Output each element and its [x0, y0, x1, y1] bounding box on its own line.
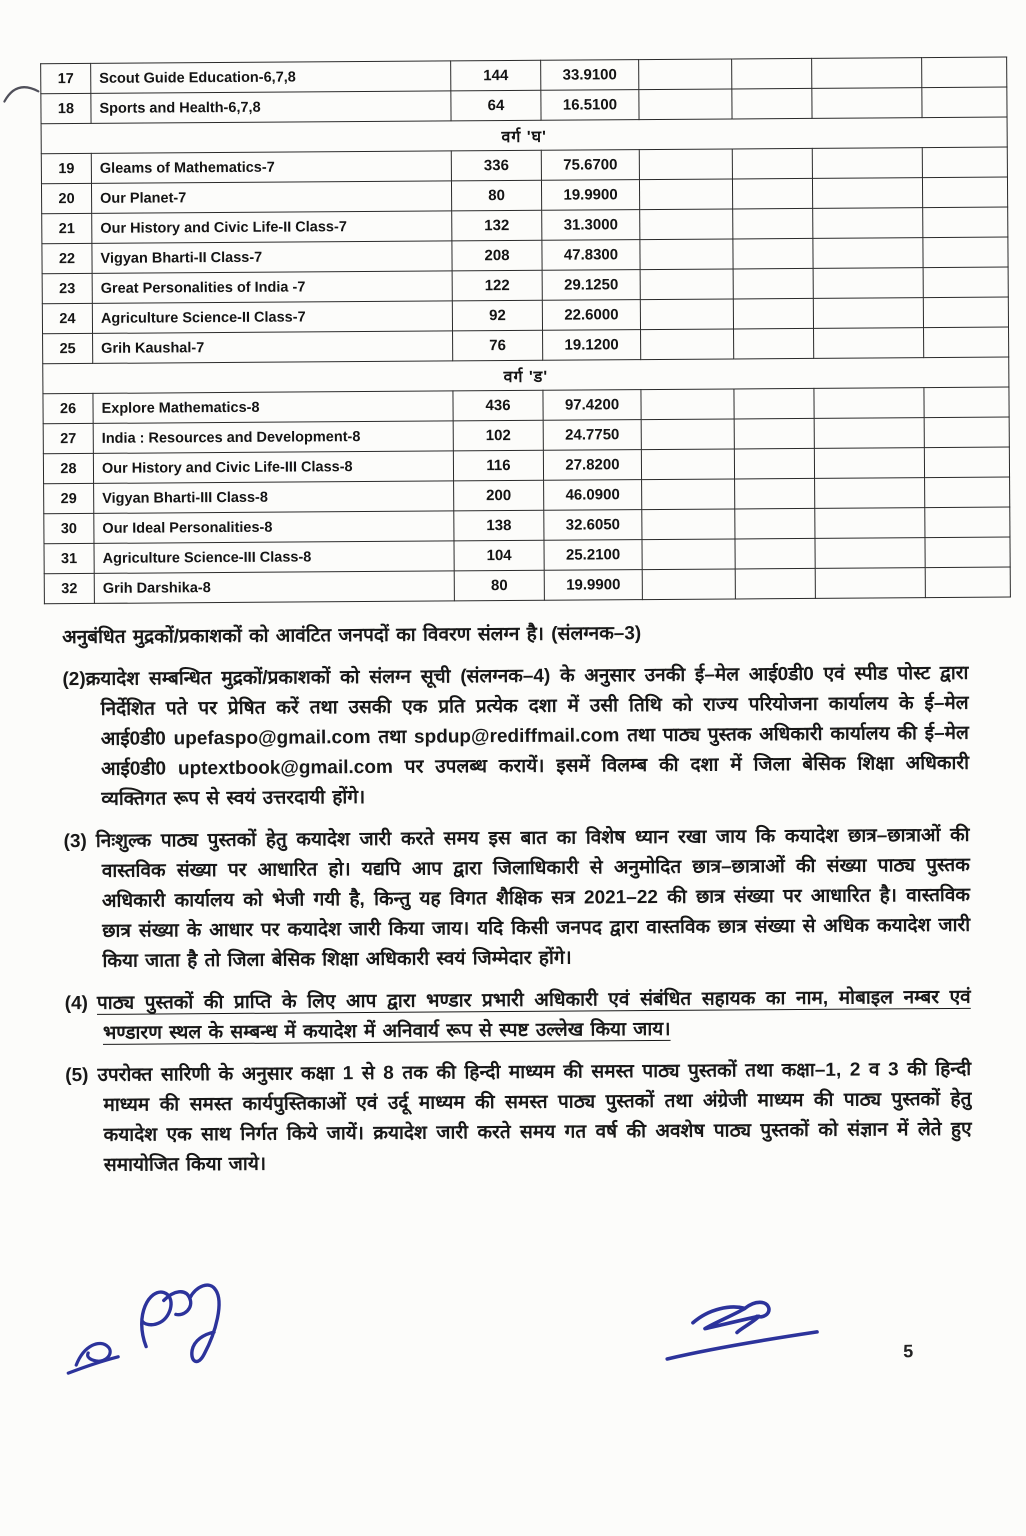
cell-price: 19.9900: [544, 570, 642, 601]
text-segment: आई0डी0 एवं स्पीड पोस्ट द्वारा निर्देशित पते पर प्रेषित करें: [100, 662, 969, 720]
textbook-table: [40, 57, 1011, 605]
cell-book-title: Sports and Health-6,7,8: [91, 91, 451, 124]
cell-empty: [642, 539, 735, 570]
cell-empty: [640, 299, 733, 330]
cell-empty: [815, 478, 925, 509]
paragraph-number: (4): [64, 992, 89, 1015]
paragraph-number: (2): [62, 668, 86, 691]
cell-empty: [641, 389, 734, 420]
cell-pages: 138: [454, 510, 544, 541]
cell-price: 29.1250: [542, 270, 640, 301]
cell-book-title: Great Personalities of India -7: [92, 271, 452, 304]
cell-book-title: Scout Guide Education-6,7,8: [91, 61, 451, 94]
cell-pages: 92: [452, 300, 542, 331]
paragraph-number: (5): [65, 1064, 89, 1087]
paragraph-text: [96, 825, 971, 972]
text-segment: spdup@rediffmail.com: [413, 725, 620, 748]
cell-empty: [732, 58, 812, 89]
cell-empty: [734, 418, 814, 449]
cell-empty: [813, 298, 923, 329]
cell-empty: [814, 448, 924, 479]
handwritten-signature-left: [60, 1280, 271, 1391]
cell-empty: [925, 567, 1010, 598]
cell-price: 24.7750: [543, 420, 641, 451]
cell-book-title: Vigyan Bharti-II Class-7: [92, 241, 452, 274]
cell-empty: [642, 569, 735, 600]
cell-serial: 32: [44, 573, 94, 603]
cell-pages: 200: [454, 480, 544, 511]
cell-empty: [923, 297, 1008, 328]
cell-pages: 208: [452, 240, 542, 271]
cell-empty: [812, 148, 922, 179]
cell-empty: [732, 148, 812, 179]
cell-price: 19.1200: [543, 330, 641, 361]
cell-pages: 64: [451, 90, 541, 121]
cell-empty: [922, 57, 1007, 88]
cell-pages: 436: [453, 390, 543, 421]
cell-empty: [735, 538, 815, 569]
paragraph-text: [97, 987, 971, 1044]
cell-empty: [735, 508, 815, 539]
cell-empty: [814, 388, 924, 419]
cell-empty: [733, 238, 813, 269]
cell-pages: 336: [451, 150, 541, 181]
cell-empty: [813, 268, 923, 299]
cell-book-title: Grih Kaushal-7: [93, 331, 453, 364]
cell-empty: [925, 537, 1010, 568]
cell-empty: [734, 388, 814, 419]
cell-empty: [923, 207, 1008, 238]
cell-serial: 27: [43, 423, 93, 453]
table-row: [44, 567, 1010, 604]
cell-empty: [815, 508, 925, 539]
text-segment: तथा उसकी एक प्रति प्रत्येक दशा में उसी तिथि को राज्य परियोजना कार्यालय के ई–मेल आई0डी0: [100, 692, 969, 750]
cell-empty: [815, 568, 925, 599]
cell-book-title: Our Ideal Personalities-8: [94, 511, 454, 544]
cell-book-title: Our Planet-7: [91, 181, 451, 214]
cell-price: 47.8300: [542, 240, 640, 271]
cell-pages: 80: [454, 570, 544, 601]
cell-empty: [813, 238, 923, 269]
cell-empty: [925, 477, 1010, 508]
cell-price: 31.3000: [542, 210, 640, 241]
cell-book-title: Our History and Civic Life-II Class-7: [92, 211, 452, 244]
cell-empty: [734, 328, 814, 359]
handwritten-signature-right: [657, 1296, 828, 1372]
cell-price: 16.5100: [541, 90, 639, 121]
cell-empty: [732, 88, 812, 119]
cell-empty: [923, 237, 1008, 268]
cell-empty: [815, 538, 925, 569]
text-segment: तथा पाठ्य पुस्तक अधिकारी कार्यालय की ई–मेल आई0डी0: [100, 722, 969, 780]
cell-pages: 116: [453, 450, 543, 481]
text-segment: अनुबंधित मुद्रकों/प्रकाशकों को आवंटित जनपदों का विवरण संलग्न है।: [62, 623, 552, 649]
class-group-label: वर्ग 'ड': [43, 357, 1009, 394]
cell-empty: [814, 328, 924, 359]
paragraph-text: [97, 1059, 971, 1176]
cell-serial: 28: [43, 453, 93, 483]
cell-empty: [813, 208, 923, 239]
cell-empty: [733, 298, 813, 329]
cell-empty: [639, 59, 732, 90]
cell-empty: [735, 568, 815, 599]
cell-price: 19.9900: [541, 180, 639, 211]
cell-empty: [732, 178, 812, 209]
cell-empty: [924, 447, 1009, 478]
cell-pages: 76: [453, 330, 543, 361]
cell-serial: 29: [44, 483, 94, 513]
cell-book-title: Gleams of Mathematics-7: [91, 151, 451, 184]
cell-serial: 31: [44, 543, 94, 573]
cell-pages: 144: [451, 60, 541, 91]
cell-empty: [641, 449, 734, 480]
cell-empty: [922, 147, 1007, 178]
paragraph-2: [62, 659, 969, 815]
cell-serial: 23: [42, 273, 92, 303]
letter-body: [62, 617, 972, 1193]
cell-empty: [642, 479, 735, 510]
cell-empty: [925, 507, 1010, 538]
cell-empty: [641, 329, 734, 360]
cell-empty: [923, 267, 1008, 298]
cell-pages: 132: [452, 210, 542, 241]
paragraph-3: [63, 821, 970, 977]
cell-pages: 122: [452, 270, 542, 301]
cell-book-title: Explore Mathematics-8: [93, 391, 453, 424]
text-segment: क्रयादेश सम्बन्धित मुद्रकों/प्रकाशकों को संलग्न सूची: [85, 666, 461, 690]
cell-empty: [924, 387, 1009, 418]
textbook-table-body: [41, 57, 1011, 604]
cell-empty: [640, 239, 733, 270]
cell-empty: [733, 268, 813, 299]
cell-book-title: Agriculture Science-III Class-8: [94, 541, 454, 574]
text-segment: upefaspo@gmail.com: [173, 726, 371, 750]
cell-book-title: Vigyan Bharti-III Class-8: [94, 481, 454, 514]
paragraph-4: [65, 983, 971, 1049]
cell-serial: 19: [41, 153, 91, 183]
cell-price: 22.6000: [542, 300, 640, 331]
cell-book-title: India : Resources and Development-8: [93, 421, 453, 454]
cell-empty: [642, 509, 735, 540]
cell-book-title: Grih Darshika-8: [94, 571, 454, 604]
cell-serial: 21: [42, 213, 92, 243]
cell-price: 25.2100: [544, 540, 642, 571]
page-number: 5: [903, 1341, 914, 1362]
cell-serial: 30: [44, 513, 94, 543]
text-segment: पर उपलब्ध करायें। इसमें विलम्ब की दशा में जिला बेसिक शिक्षा अधिकारी व्यक्तिगत रूप से स्वयं उत्तरदायी होंगे।: [101, 752, 970, 810]
cell-price: 32.6050: [544, 510, 642, 541]
cell-price: 75.6700: [541, 150, 639, 181]
cell-price: 46.0900: [544, 480, 642, 511]
text-segment: (संलग्नक–4): [460, 665, 551, 688]
cell-empty: [922, 87, 1007, 118]
cell-price: 97.4200: [543, 390, 641, 421]
cell-price: 33.9100: [541, 60, 639, 91]
text-segment: पाठ्य पुस्तकों की प्राप्ति के लिए आप द्वारा भण्डार प्रभारी अधिकारी एवं संबंधित सहायक का नाम, मोबाइल नम्बर एवं भण्डारण स्थल के सम्बन्ध में कयादेश में अनिवार्य रूप से स्पष्ट उल्लेख किया जाय।: [96, 986, 971, 1044]
text-segment: के अनुसार उनकी ई–मेल: [550, 664, 749, 687]
cell-serial: 26: [43, 393, 93, 423]
cell-pages: 80: [451, 180, 541, 211]
cell-serial: 24: [42, 303, 92, 333]
paragraph-5: [65, 1055, 972, 1181]
cell-serial: 20: [41, 183, 91, 213]
cell-empty: [640, 269, 733, 300]
text-segment: उपरोक्त सारिणी के अनुसार कक्षा 1 से 8 तक की हिन्दी माध्यम की समस्त पाठ्य पुस्तकों तथा कक्षा–1, 2 व 3 की हिन्दी माध्यम की समस्त कार्यपुस्तिकाओं एवं उर्दू माध्यम की समस्त पाठ्य पुस्तकों तथा अंग्रेजी माध्यम की पाठ्य पुस्तकों हेतु कयादेश एक साथ निर्गत किये जायें। क्रयादेश जारी करते समय गत वर्ष की अवशेष पाठ्य पुस्तकों को संज्ञान में लेते हुए समायोजित किया जाये।: [97, 1058, 972, 1176]
cell-empty: [640, 209, 733, 240]
cell-empty: [639, 89, 732, 120]
paragraph-text: [86, 663, 970, 810]
cell-empty: [814, 418, 924, 449]
cell-serial: 18: [41, 93, 91, 123]
cell-empty: [812, 178, 922, 209]
cell-pages: 104: [454, 540, 544, 571]
cell-empty: [924, 327, 1009, 358]
cell-pages: 102: [453, 420, 543, 451]
text-segment: (संलग्नक–3): [551, 623, 642, 645]
cell-serial: 22: [42, 243, 92, 273]
cell-book-title: Agriculture Science-II Class-7: [92, 301, 452, 334]
cell-empty: [641, 419, 734, 450]
cell-empty: [733, 208, 813, 239]
cell-empty: [735, 478, 815, 509]
cell-empty: [922, 177, 1007, 208]
cell-price: 27.8200: [543, 450, 641, 481]
cell-empty: [812, 88, 922, 119]
text-segment: तथा: [370, 726, 415, 748]
cell-empty: [639, 149, 732, 180]
class-group-label: वर्ग 'घ': [41, 117, 1007, 154]
cell-empty: [639, 179, 732, 210]
intro-line: [62, 617, 968, 653]
cell-serial: 17: [41, 63, 91, 93]
cell-empty: [924, 417, 1009, 448]
cell-serial: 25: [43, 333, 93, 363]
cell-empty: [812, 58, 922, 89]
cell-book-title: Our History and Civic Life-III Class-8: [93, 451, 453, 484]
text-segment: uptextbook@gmail.com: [177, 756, 393, 780]
cell-empty: [734, 448, 814, 479]
paragraph-number: (3): [63, 830, 87, 853]
text-segment: निःशुल्क पाठ्य पुस्तकों हेतु कयादेश जारी करते समय इस बात का विशेष ध्यान रखा जाय कि कयादेश छात्र–छात्राओं की वास्तविक संख्या पर आधारित हो। यद्यपि आप द्वारा जिलाधिकारी से अनुमोदित छात्र–छात्राओं की संख्या पाठ्य पुस्तक अधिकारी कार्यालय को भेजी गयी है, किन्तु यह विगत शैक्षिक सत्र 2021–22 की छात्र संख्या पर आधारित है। वास्तविक छात्र संख्या के आधार पर कयादेश जारी किया जाय। यदि किसी जनपद द्वारा वास्तविक छात्र संख्या से अधिक कयादेश जारी किया जाता है तो जिला बेसिक शिक्षा अधिकारी स्वयं जिम्मेदार होंगे।: [95, 824, 971, 972]
